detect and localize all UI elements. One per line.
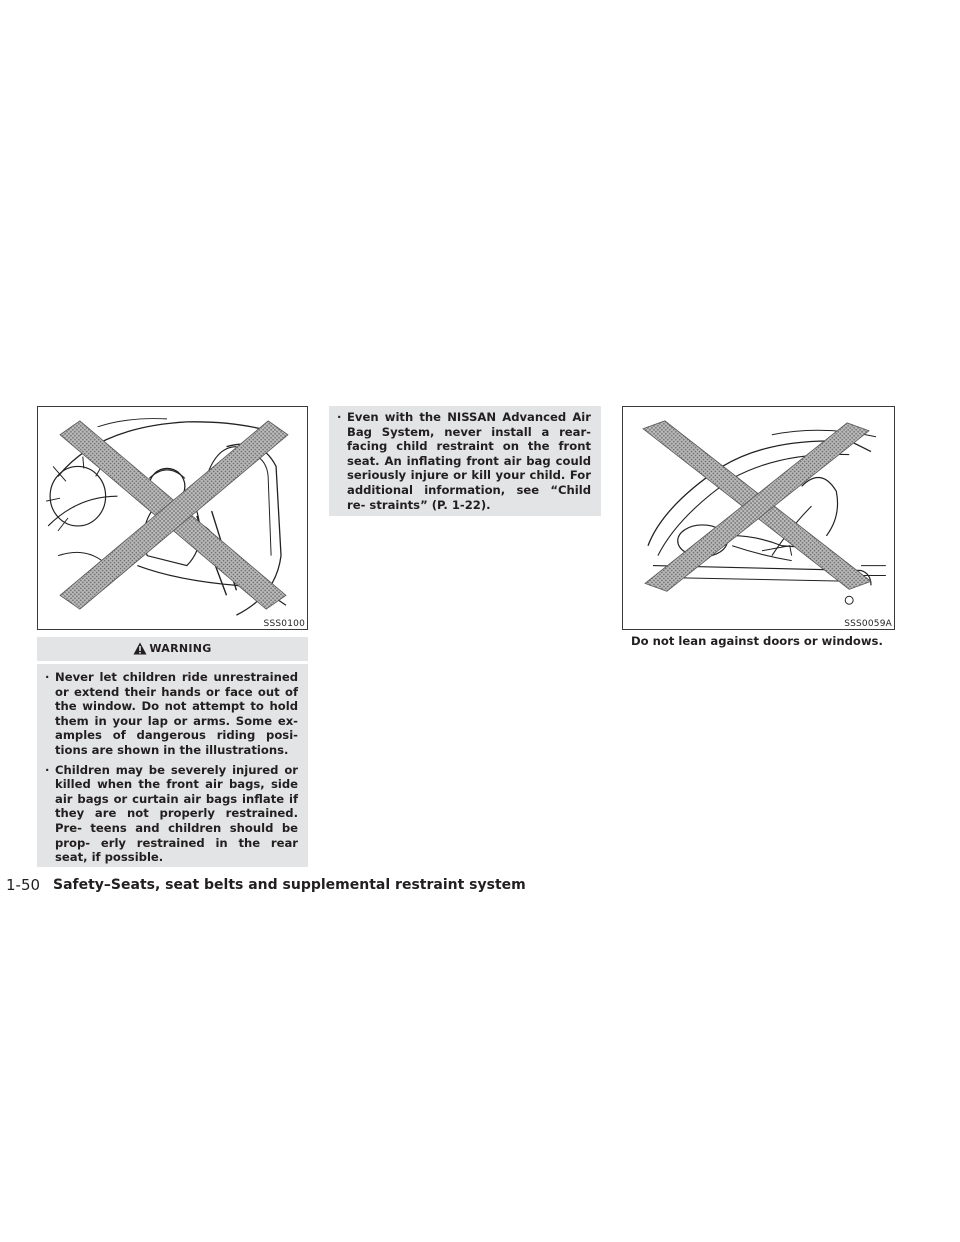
warning-title-text: WARNING [149,642,212,655]
warning-item: · Never let children ride unrestrained or extend their hands or face out of the window. Do not attempt to hold them in your lap or arms. Some ex- amples of dangerous riding posi- tions are shown in the illustrations. [45,670,298,758]
warning-item: · Even with the NISSAN Advanced Air Bag System, never install a rear- facing child restraint on the front seat. An inflating front air bag could seriously injure or kill your child. For additional information, see “Child re- straints” (P. 1-22). [337,410,591,512]
warning-header [37,637,308,661]
warning-title [37,642,308,655]
section-title: Safety–Seats, seat belts and supplemental restraint system [53,877,526,893]
warning-list-continued [337,410,591,517]
figure-leaning-window [622,406,895,630]
figure-code: SSS0059A [844,619,892,629]
warning-continuation [329,406,601,516]
warning-triangle-icon [133,642,147,655]
figure-caption: Do not lean against doors or windows. [631,634,883,648]
warning-item: · Children may be severely injured or killed when the front air bags, side air bags or curtain air bags inflate if they are not properly restrained. Pre- teens and children should be prop- erly restrained in the rear seat, if possible. [45,763,298,865]
page-number: 1-50 [6,876,41,894]
child-unrestrained-airbag-illustration [38,407,307,629]
occupant-leaning-window-illustration [623,407,894,629]
warning-list [45,670,298,870]
warning-body [37,664,308,867]
figure-code: SSS0100 [263,619,305,629]
figure-child-airbag [37,406,308,630]
